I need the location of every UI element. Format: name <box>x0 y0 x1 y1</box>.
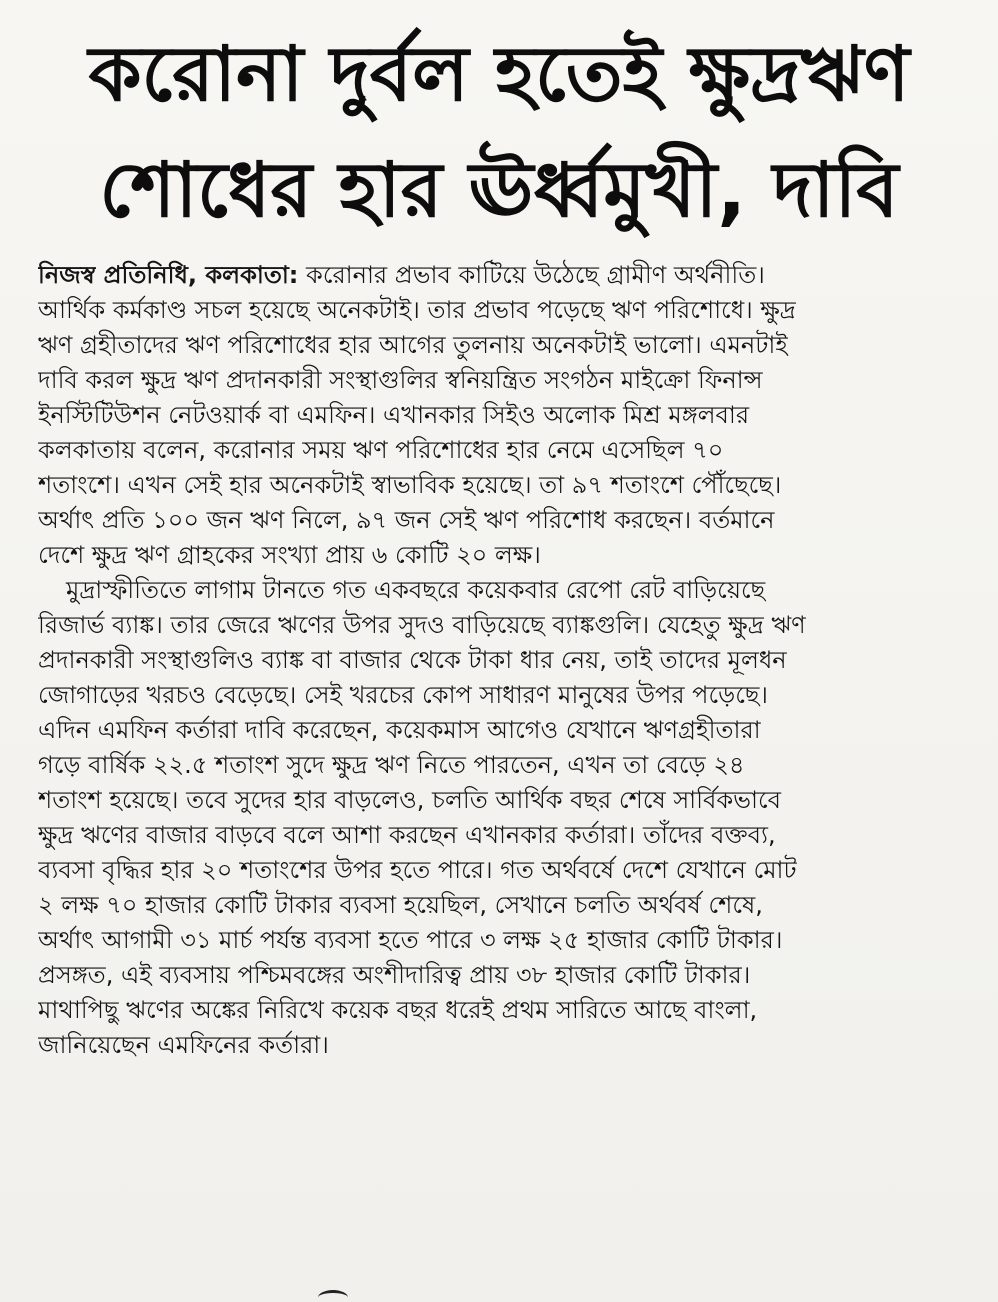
paragraph-line: শতাংশ হয়েছে। তবে সুদের হার বাড়লেও, চলতি আর্থিক বছর শেষে সার্বিকভাবে <box>38 786 781 814</box>
paragraph-line: ২ লক্ষ ৭০ হাজার কোটি টাকার ব্যবসা হয়েছিল, সেখানে চলতি অর্থবর্ষ শেষে, <box>38 891 763 919</box>
paragraph-line: ঋণ গ্রহীতাদের ঋণ পরিশোধের হার আগের তুলনায় অনেকটাই ভালো। এমনটাই <box>38 331 788 359</box>
paragraph-line: ব্যবসা বৃদ্ধির হার ২০ শতাংশের উপর হতে পারে। গত অর্থবর্ষে দেশে যেখানে মোট <box>38 856 797 884</box>
paragraph-line: মুদ্রাস্ফীতিতে লাগাম টানতে গত একবছরে কয়েকবার রেপো রেট বাড়িয়েছে <box>66 576 766 604</box>
paragraph-line: অর্থাৎ প্রতি ১০০ জন ঋণ নিলে, ৯৭ জন সেই ঋণ পরিশোধ করছেন। বর্তমানে <box>38 506 775 534</box>
paragraph-line <box>38 258 976 293</box>
paragraph-line: ইনস্টিটিউশন নেটওয়ার্ক বা এমফিন। এখানকার সিইও অলোক মিশ্র মঙ্গলবার <box>38 401 750 429</box>
paragraph-2 <box>38 573 976 1063</box>
paragraph-line: আর্থিক কর্মকাণ্ড সচল হয়েছে অনেকটাই। তার প্রভাব পড়েছে ঋণ পরিশোধে। ক্ষুদ্র <box>38 296 796 324</box>
headline-line-1: করোনা দুর্বল হতেই ক্ষুদ্রঋণ <box>88 29 910 118</box>
byline: নিজস্ব প্রতিনিধি, কলকাতা: <box>38 261 299 289</box>
paragraph-1 <box>38 258 976 573</box>
paragraph-line: দেশে ক্ষুদ্র ঋণ গ্রাহকের সংখ্যা প্রায় ৬ কোটি ২০ লক্ষ। <box>38 541 541 569</box>
paragraph-text: করোনার প্রভাব কাটিয়ে উঠেছে গ্রামীণ অর্থনীতি। <box>306 261 765 289</box>
paragraph-line: ক্ষুদ্র ঋণের বাজার বাড়বে বলে আশা করছেন এখানকার কর্তারা। তাঁদের বক্তব্য, <box>38 821 776 849</box>
paragraph-line: রিজার্ভ ব্যাঙ্ক। তার জেরে ঋণের উপর সুদও বাড়িয়েছে ব্যাঙ্কগুলি। যেহেতু ক্ষুদ্র ঋণ <box>38 611 806 639</box>
paragraph-line: দাবি করল ক্ষুদ্র ঋণ প্রদানকারী সংস্থাগুলির স্বনিয়ন্ত্রিত সংগঠন মাইক্রো ফিনান্স <box>38 366 763 394</box>
article-body <box>38 258 976 1063</box>
paragraph-line: জানিয়েছেন এমফিনের কর্তারা। <box>38 1031 329 1059</box>
paragraph-line: জোগাড়ের খরচও বেড়েছে। সেই খরচের কোপ সাধারণ মানুষের উপর পড়েছে। <box>38 681 768 709</box>
paragraph-line: এদিন এমফিন কর্তারা দাবি করেছেন, কয়েকমাস আগেও যেখানে ঋণগ্রহীতারা <box>38 716 761 744</box>
cropped-text-fragment <box>318 1290 348 1302</box>
headline-line-2: শোধের হার ঊর্ধ্বমুখী, দাবি <box>99 145 899 234</box>
paragraph-line: শতাংশে। এখন সেই হার অনেকটাই স্বাভাবিক হয়েছে। তা ৯৭ শতাংশে পৌঁছেছে। <box>38 471 782 499</box>
paragraph-line: গড়ে বার্ষিক ২২.৫ শতাংশ সুদে ক্ষুদ্র ঋণ নিতে পারতেন, এখন তা বেড়ে ২৪ <box>38 751 745 779</box>
paragraph-line: প্রদানকারী সংস্থাগুলিও ব্যাঙ্ক বা বাজার থেকে টাকা ধার নেয়, তাই তাদের মূলধন <box>38 646 787 674</box>
paragraph-line: মাথাপিছু ঋণের অঙ্কের নিরিখে কয়েক বছর ধরেই প্রথম সারিতে আছে বাংলা, <box>38 996 758 1024</box>
paragraph-line: কলকাতায় বলেন, করোনার সময় ঋণ পরিশোধের হার নেমে এসেছিল ৭০ <box>38 436 724 464</box>
paragraph-line: অর্থাৎ আগামী ৩১ মার্চ পর্যন্ত ব্যবসা হতে পারে ৩ লক্ষ ২৫ হাজার কোটি টাকার। <box>38 926 783 954</box>
paragraph-line: প্রসঙ্গত, এই ব্যবসায় পশ্চিমবঙ্গের অংশীদারিত্ব প্রায় ৩৮ হাজার কোটি টাকার। <box>38 961 751 989</box>
